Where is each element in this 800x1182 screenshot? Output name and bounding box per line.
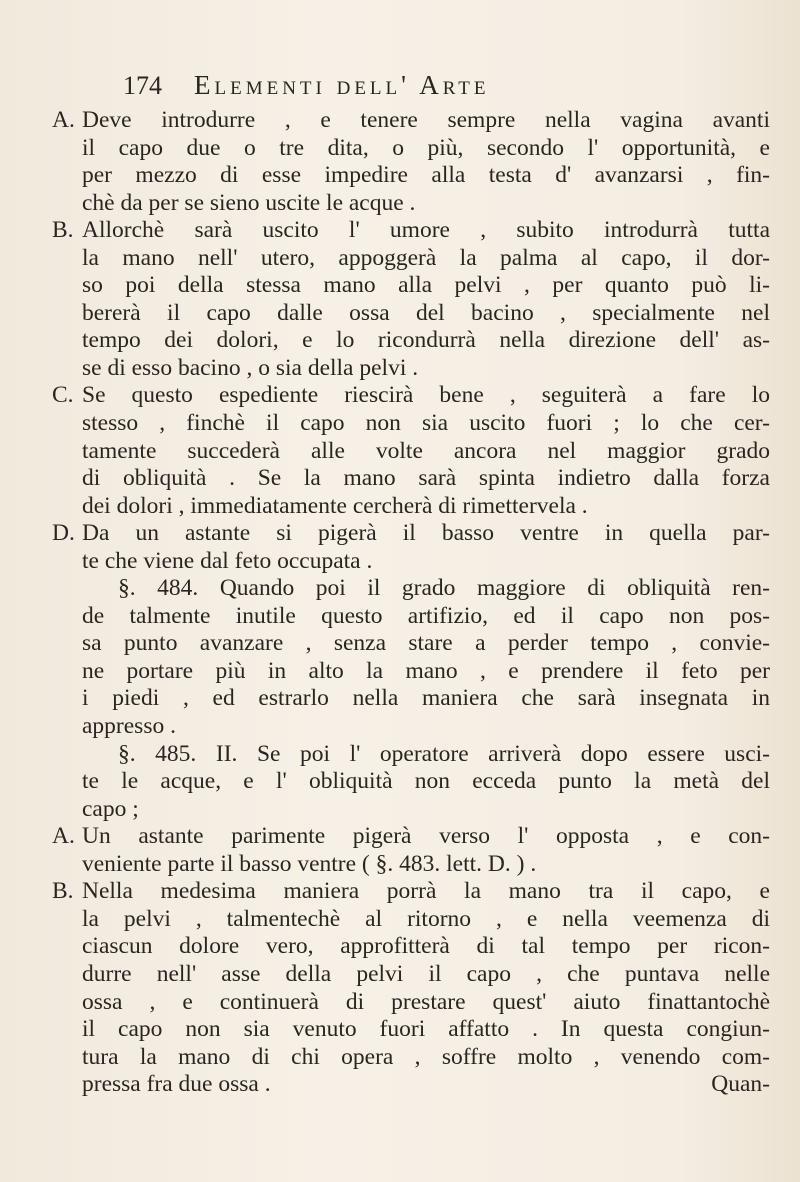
paragraph-marker: D. [52, 520, 75, 547]
line-text: i piedi , ed estrarlo nella maniera che sarà insegnata in [82, 685, 770, 712]
line-text: Deve introdurre , e tenere sempre nella vagina avanti [82, 107, 770, 133]
line-text: dei dolori , immediatamente cercherà di rimettervela . [82, 492, 588, 519]
text-line [52, 410, 770, 438]
page-number: 174 [123, 71, 162, 100]
text-line [52, 713, 770, 741]
text-line [52, 989, 770, 1017]
text-line [52, 438, 770, 466]
text-line [52, 107, 770, 135]
line-text: Se questo espediente riescirà bene , seguiterà a fare lo [82, 382, 770, 409]
text-line [52, 741, 770, 769]
text-line [52, 382, 770, 410]
text-line [52, 933, 770, 961]
line-text: Nella medesima maniera porrà la mano tra il capo, e [82, 878, 770, 905]
text-line [52, 685, 770, 713]
text-line [52, 575, 770, 603]
line-text: la mano nell' utero, appoggerà la palma al capo, il dor- [82, 244, 770, 271]
running-title: Elementi dell' Arte [194, 70, 490, 100]
line-text: Allorchè sarà uscito l' umore , subito introdurrà tutta [82, 217, 770, 244]
line-text: so poi della stessa mano alla pelvi , per quanto può li- [82, 272, 770, 299]
text-line [52, 1044, 770, 1072]
page-header [123, 70, 683, 110]
line-text: se di esso bacino , o sia della pelvi . [82, 354, 419, 381]
line-text: ciascun dolore vero, approfitterà di tal tempo per ricon- [82, 933, 770, 960]
paragraph-marker: B. [52, 878, 74, 905]
text-line [52, 300, 770, 328]
line-text: di obliquità . Se la mano sarà spinta indietro dalla forza [82, 465, 770, 492]
line-text: per mezzo di esse impedire alla testa d' avanzarsi , fin- [82, 162, 770, 189]
line-text: tamente succederà alle volte ancora nel maggior grado [82, 437, 770, 464]
text-line [52, 630, 770, 658]
line-text: §. 484. Quando poi il grado maggiore di obliquità ren- [118, 575, 770, 602]
line-text: de talmente inutile questo artifizio, ed il capo non pos- [82, 602, 770, 629]
line-text: Da un astante si pigerà il basso ventre in quella par- [82, 520, 770, 547]
text-line [52, 768, 770, 796]
line-text: pressa fra due ossa . [82, 1071, 271, 1098]
line-text: bererà il capo dalle ossa del bacino , specialmente nel [82, 299, 770, 326]
line-text: il capo non sia venuto fuori affatto . In questa congiun- [82, 1016, 770, 1043]
text-line [52, 520, 770, 548]
line-text: capo ; [82, 795, 139, 822]
paragraph-marker: B. [52, 217, 74, 244]
line-text: il capo due o tre dita, o più, secondo l' opportunità, e [82, 134, 770, 161]
line-text: ossa , e continuerà di prestare quest' aiuto finattantochè [82, 988, 770, 1015]
text-line [52, 135, 770, 163]
text-line [52, 190, 770, 218]
text-line [52, 658, 770, 686]
line-text: durre nell' asse della pelvi il capo , che puntava nelle [82, 960, 770, 987]
line-text: tura la mano di chi opera , soffre molto , venendo com- [82, 1043, 770, 1070]
body-text [52, 107, 770, 1099]
line-text: la pelvi , talmentechè al ritorno , e nella veemenza di [82, 905, 770, 932]
line-text: Un astante parimente pigerà verso l' opposta , e con- [82, 823, 770, 850]
line-text: te le acque, e l' obliquità non ecceda punto la metà del [82, 768, 770, 795]
text-line [52, 548, 770, 576]
text-line [52, 245, 770, 273]
line-text: chè da per se sieno uscite le acque . [82, 189, 416, 216]
paragraph-marker: A. [52, 107, 75, 133]
line-text: §. 485. II. Se poi l' operatore arriverà dopo essere usci- [118, 740, 770, 767]
text-line [52, 823, 770, 851]
line-text: tempo dei dolori, e lo ricondurrà nella direzione dell' as- [82, 327, 770, 354]
text-line [52, 272, 770, 300]
line-text: veniente parte il basso ventre ( §. 483. lett. D. ) . [82, 850, 537, 877]
text-line [52, 961, 770, 989]
paragraph-marker: A. [52, 823, 75, 850]
text-line [52, 327, 770, 355]
line-text: ne portare più in alto la mano , e prendere il feto per [82, 657, 770, 684]
text-line [52, 162, 770, 190]
text-line [52, 906, 770, 934]
text-line [52, 603, 770, 631]
line-text: appresso . [82, 713, 176, 740]
paragraph-marker: C. [52, 382, 74, 409]
text-line [52, 465, 770, 493]
line-text: stesso , finchè il capo non sia uscito fuori ; lo che cer- [82, 410, 770, 437]
text-line [52, 878, 770, 906]
text-line [52, 796, 770, 824]
text-line [52, 1016, 770, 1044]
text-line [52, 217, 770, 245]
text-line [52, 851, 770, 879]
text-line [52, 493, 770, 521]
line-text: te che viene dal feto occupata . [82, 547, 373, 574]
text-line [52, 355, 770, 383]
line-text: sa punto avanzare , senza stare a perder tempo , convie- [82, 630, 770, 657]
catchword: Quan- [711, 1071, 770, 1098]
text-line [52, 1071, 770, 1099]
